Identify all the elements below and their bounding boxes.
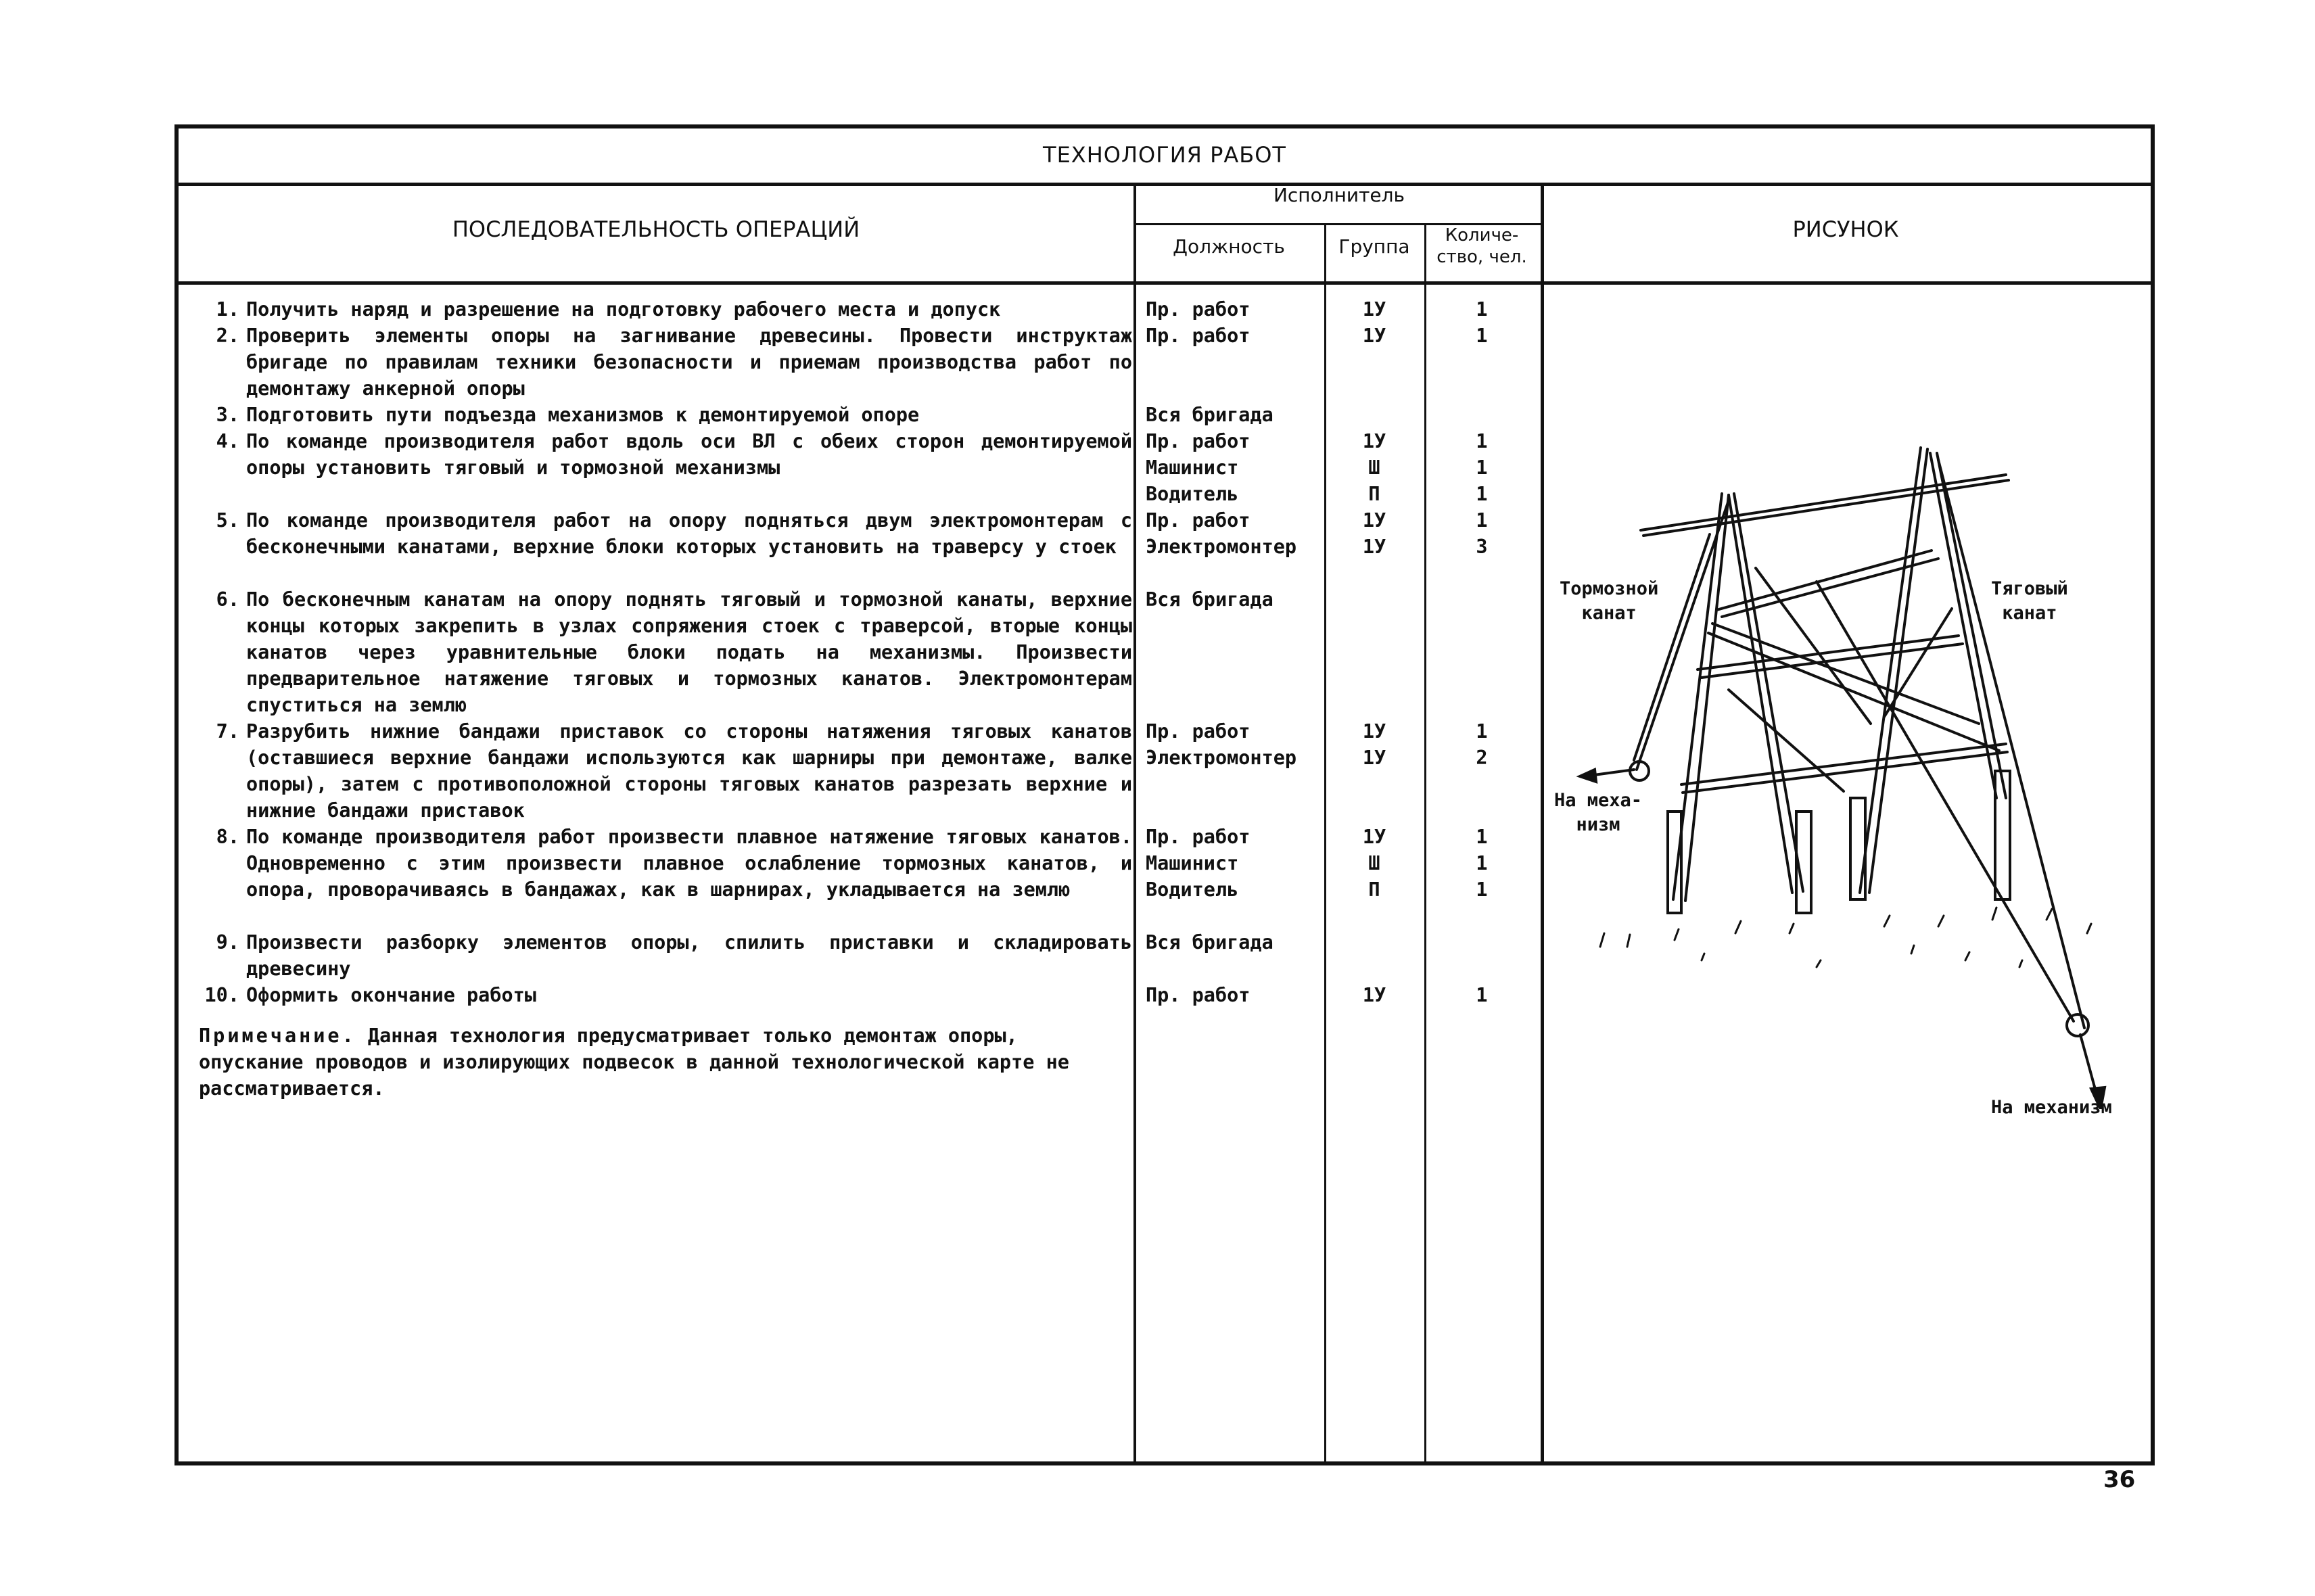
- operations-list: [192, 296, 1132, 1102]
- exec-pos: Вся бригада: [1146, 931, 1273, 954]
- pull-rope-label: Тяговый канат: [1991, 578, 2068, 624]
- page-number: 36: [2103, 1466, 2136, 1493]
- exec-qty: 1: [1476, 325, 1488, 347]
- brake-rope-label: Тормозной канат: [1560, 578, 1659, 624]
- exec-grp: 1У: [1362, 325, 1386, 347]
- exec-pos: Пр. работ: [1146, 984, 1250, 1006]
- mechanism-right-label: На механизм: [1991, 1097, 2112, 1118]
- quantity-header: Количе- ство, чел.: [1436, 225, 1527, 267]
- exec-pos: Пр. работ: [1146, 325, 1250, 347]
- figure-header: РИСУНОК: [1792, 216, 1899, 242]
- exec-grp: 1У: [1362, 536, 1386, 558]
- pull-pulley: [2067, 1014, 2088, 1036]
- exec-grp: П: [1368, 483, 1380, 505]
- page-title: ТЕХНОЛОГИЯ РАБОТ: [1043, 142, 1286, 168]
- exec-qty: 3: [1476, 536, 1488, 558]
- exec-qty: 1: [1476, 826, 1488, 848]
- exec-qty: 1: [1476, 878, 1488, 901]
- exec-grp: 1У: [1362, 747, 1386, 769]
- exec-grp: 1У: [1362, 430, 1386, 452]
- exec-grp: П: [1368, 878, 1380, 901]
- exec-pos: Пр. работ: [1146, 826, 1250, 848]
- pull-rope: [1938, 460, 2084, 1028]
- exec-pos: Пр. работ: [1146, 298, 1250, 321]
- tower-figure: [1533, 433, 2155, 1109]
- exec-grp: Ш: [1368, 852, 1380, 874]
- exec-qty: 1: [1476, 430, 1488, 452]
- exec-grp: Ш: [1368, 456, 1380, 479]
- list-item: 9. Произвести разборку элементов опоры, спилить приставки и складировать древесину: [216, 931, 1132, 980]
- list-item: 2. Проверить элементы опоры на загнивание древесины. Провести инструктаж бригаде по правилам техники безопасности и приемам производства работ по демонтажу анкерной опоры: [216, 325, 1132, 400]
- exec-pos: Вся бригада: [1146, 588, 1273, 611]
- exec-grp: 1У: [1362, 509, 1386, 532]
- list-item: 1. Получить наряд и разрешение на подготовку рабочего места и допуск: [216, 298, 1001, 321]
- body-divider: [179, 281, 2151, 285]
- list-item: 6. По бесконечным канатам на опору поднять тяговый и тормозной канаты, верхние концы которых закрепить в узлах сопряжения стоек с траверсой, вторые концы канатов через уравнительные блоки подать на механизмы. Произвести предварительное натяжение тяговых и тормозных канатов. Электромонтерам спуститься на землю: [216, 588, 1132, 716]
- exec-grp: 1У: [1362, 826, 1386, 848]
- mechanism-left-label: На меха- низм: [1554, 790, 1643, 835]
- list-item: 7. Разрубить нижние бандажи приставок со стороны натяжения тяговых канатов (оставшиеся верхние бандажи используются как шарниры при демонтаже, валке опоры), затем с противоположной стороны тяговых канатов разрезать верхние и нижние бандажи приставок: [216, 720, 1132, 822]
- exec-pos: Вся бригада: [1146, 404, 1273, 426]
- list-item: 3. Подготовить пути подъезда механизмов к демонтируемой опоре: [216, 404, 920, 426]
- exec-qty: 1: [1476, 509, 1488, 532]
- exec-grp: 1У: [1362, 984, 1386, 1006]
- exec-qty: 1: [1476, 984, 1488, 1006]
- list-item: 5. По команде производителя работ на опору подняться двум электромонтерам с бесконечными канатами, верхние блоки которых установить на траверсу у стоек: [216, 509, 1132, 558]
- list-item: 10. Оформить окончание работы: [204, 984, 536, 1006]
- list-item: 4. По команде производителя работ вдоль оси ВЛ с обеих сторон демонтируемой опоры установить тяговый и тормозной механизмы: [216, 430, 1132, 479]
- note: Примечание. Данная технология предусматривает только демонтаж опоры, опускание проводов и изолирующих подвесок в данной технологической карте не рассматривается.: [199, 1025, 1069, 1100]
- exec-qty: 2: [1476, 747, 1488, 769]
- exec-pos: Машинист: [1146, 852, 1239, 874]
- exec-pos: Пр. работ: [1146, 509, 1250, 532]
- exec-grp: 1У: [1362, 720, 1386, 743]
- executor-header: Исполнитель: [1273, 184, 1405, 206]
- exec-pos: Водитель: [1146, 483, 1239, 505]
- exec-pos: Пр. работ: [1146, 430, 1250, 452]
- exec-qty: 1: [1476, 298, 1488, 321]
- exec-qty: 1: [1476, 483, 1488, 505]
- exec-qty: 1: [1476, 852, 1488, 874]
- exec-pos: Машинист: [1146, 456, 1239, 479]
- exec-qty: 1: [1476, 720, 1488, 743]
- list-item: 8. По команде производителя работ произвести плавное натяжение тяговых канатов. Одновременно с этим произвести плавное ослабление тормозных канатов, и опора, проворачиваясь в бандажах, как в шарнирах, укладывается на землю: [216, 826, 1132, 901]
- exec-pos: Электромонтер: [1146, 536, 1297, 558]
- group-header: Группа: [1338, 235, 1410, 258]
- exec-pos: Электромонтер: [1146, 747, 1297, 769]
- position-header: Должность: [1173, 235, 1285, 258]
- exec-pos: Водитель: [1146, 878, 1239, 901]
- exec-grp: 1У: [1362, 298, 1386, 321]
- exec-pos: Пр. работ: [1146, 720, 1250, 743]
- col-line-ops: [1133, 183, 1136, 1465]
- exec-qty: 1: [1476, 456, 1488, 479]
- operations-header: ПОСЛЕДОВАТЕЛЬНОСТЬ ОПЕРАЦИЙ: [452, 216, 860, 242]
